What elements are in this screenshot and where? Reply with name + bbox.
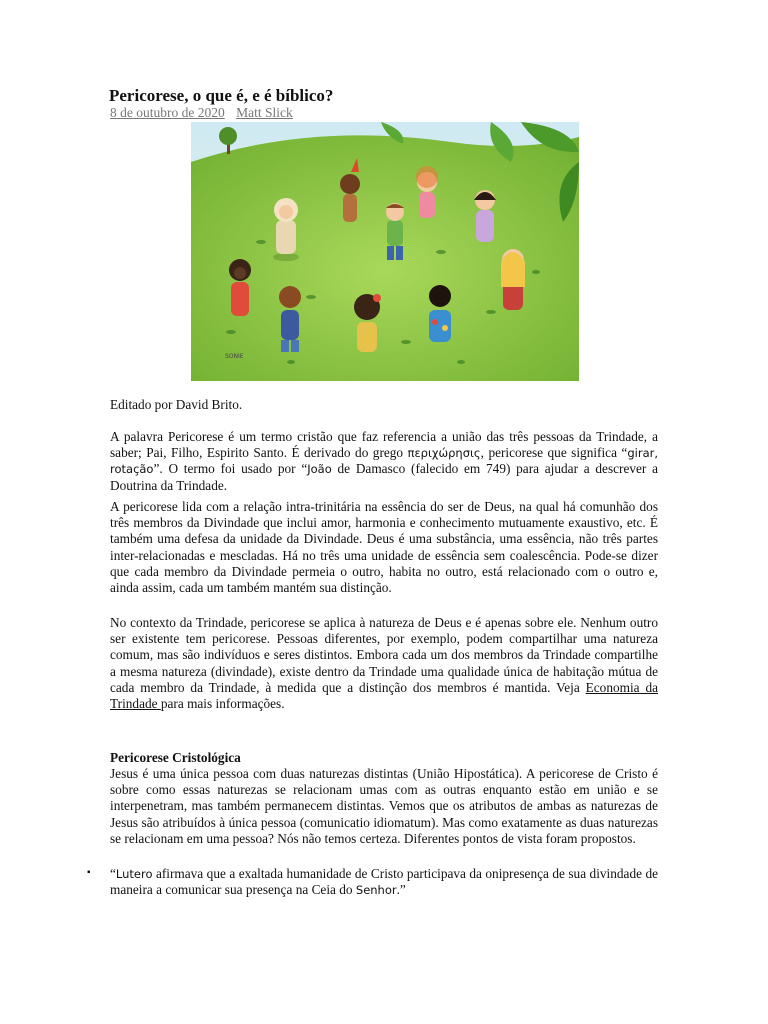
article-date-link[interactable]: 8 de outubro de 2020 bbox=[110, 105, 225, 120]
bullet-marker: ▪ bbox=[87, 867, 91, 878]
economia-trindade-link[interactable]: Economia da Trindade bbox=[110, 679, 658, 712]
article-author-link[interactable]: Matt Slick bbox=[236, 105, 293, 120]
children-circle-illustration bbox=[191, 122, 579, 381]
child-figure bbox=[229, 259, 251, 316]
paragraph-1: A palavra Pericorese é um termo cristão que faz referencia a união das três pessoas da Trindade, a saber; Pai, Filho, Espirito Santo. É derivado do grego περιχώρησις, pericorese que significa “girar, rotação”. O termo foi usado por “João de Damasco (falecido em 749) para ajudar a descrever a Doutrina da Trindade. bbox=[110, 429, 658, 493]
child-figure bbox=[429, 285, 451, 342]
paragraph-2: A pericorese lida com a relação intra-trinitária na essência do ser de Deus, na qual há comunhão dos três membros da Divindade que inclui amor, harmonia e conhecimento mutuamente exaustivo, etc. É também uma defesa da unidade da Divindade. Deus é uma substância, uma essência, não três partes inter-relacionadas e mescladas. Há no três uma unidade de essência sem coalescência. Pode-se dizer que cada membro da Divindade permeia o outro, habita no outro, está relacionado com o outro e, ainda assim, cada um também mantém sua distinção. bbox=[110, 499, 658, 596]
editor-credit: Editado por David Brito. bbox=[110, 397, 243, 412]
paragraph-3: No contexto da Trindade, pericorese se aplica à natureza de Deus e é apenas sobre ele. Nenhum outro ser existente tem pericorese. Pessoas diferentes, por exemplo, podem compartilhar uma natureza comum, mas são indivíduos e seres distintos. Embora cada um dos membros da Trindade compartilhe a mesma natureza (divindade), existe dentro da Trindade uma qualidade única de habitação mútua de cada membro da Trindade, à medida que a distinção dos membros é mantida. Veja Economia da Trindade para mais informações. bbox=[110, 615, 658, 712]
article-title: Pericorese, o que é, e é bíblico? bbox=[109, 86, 334, 105]
child-figure bbox=[501, 249, 525, 310]
article-meta bbox=[110, 105, 301, 121]
paragraph-4: Jesus é uma única pessoa com duas naturezas distintas (União Hipostática). A pericorese de Cristo é sobre como essas naturezas se relacionam umas com as outras enquanto estão em união e se interpenetram, mas também permanecem distintas. Vemos que os atributos de ambas as naturezas de Jesus são atribuídos à única pessoa (comunicatio idiomatum). Mas como exatamente as duas naturezas se relacionam em uma pessoa? Nós não temos certeza. Diferentes pontos de vista foram propostos. bbox=[110, 766, 658, 846]
illustration-signature: SONIE bbox=[225, 353, 244, 360]
child-figure bbox=[474, 190, 496, 242]
section-heading: Pericorese Cristológica bbox=[110, 750, 241, 765]
bullet-item: “Lutero afirmava que a exaltada humanidade de Cristo participava da onipresença de sua divindade de maneira a comunicar sua presença na Ceia do Senhor.” bbox=[110, 866, 658, 898]
